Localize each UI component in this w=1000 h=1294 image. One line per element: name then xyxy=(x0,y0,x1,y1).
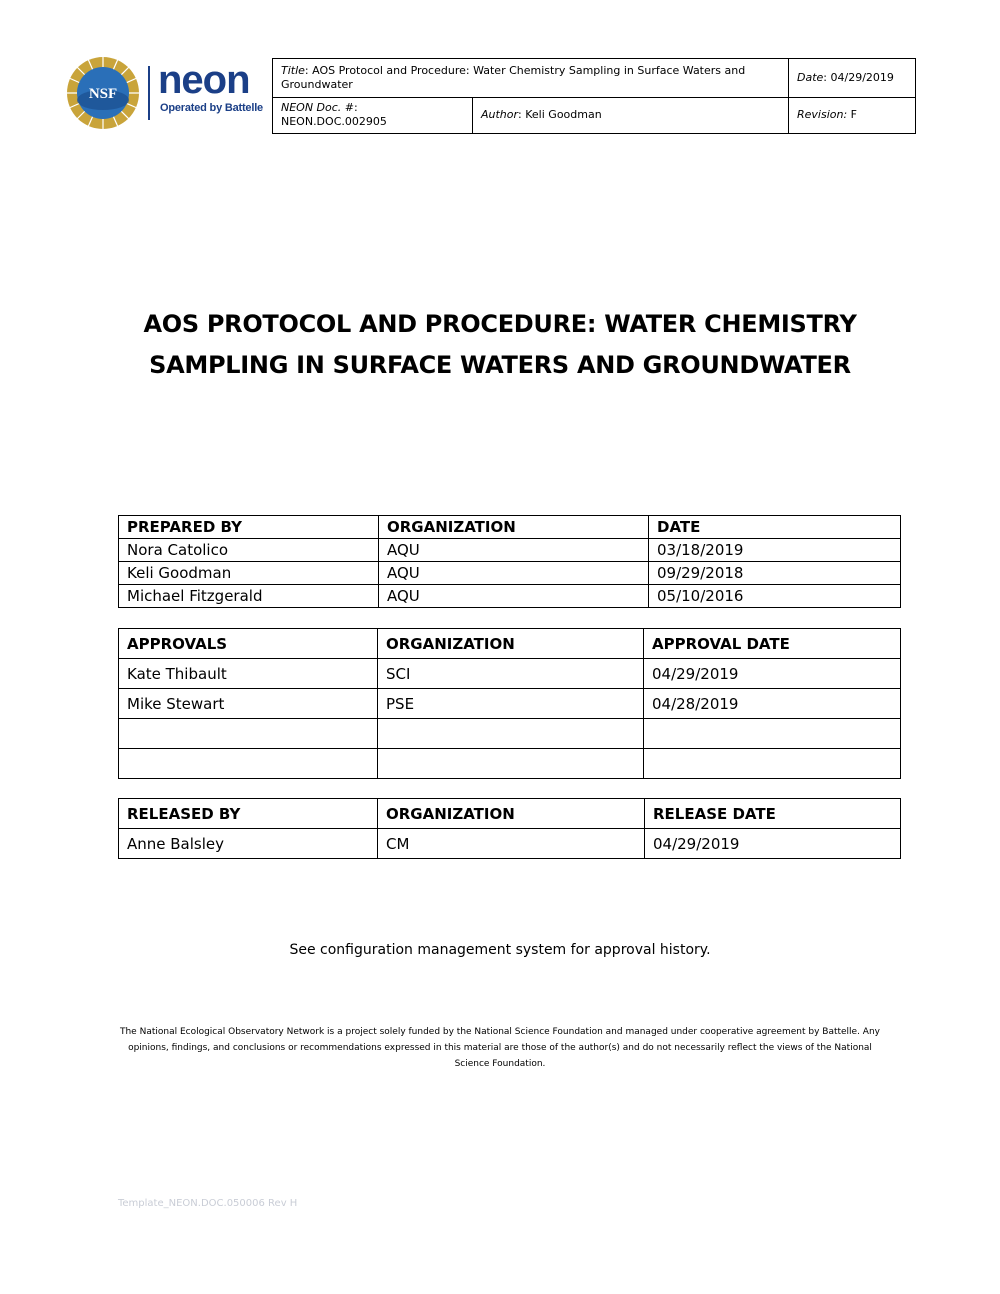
prepared-by-table xyxy=(118,515,901,608)
table-row xyxy=(119,659,901,689)
header-doc-value: : NEON.DOC.002905 xyxy=(281,101,387,129)
header-title-cell xyxy=(273,59,789,98)
column-header: APPROVALS xyxy=(119,629,378,659)
nsf-seal-text: NSF xyxy=(88,86,118,102)
table-cell: 04/28/2019 xyxy=(644,689,901,719)
table-cell: 05/10/2016 xyxy=(649,585,901,608)
column-header: ORGANIZATION xyxy=(378,799,645,829)
neon-wordmark xyxy=(158,60,270,100)
table-cell: Anne Balsley xyxy=(119,829,378,859)
table-row xyxy=(119,749,901,779)
table-cell: AQU xyxy=(379,585,649,608)
table-cell xyxy=(644,749,901,779)
table-cell: CM xyxy=(378,829,645,859)
funding-disclaimer: The National Ecological Observatory Network is a project solely funded by the National Science Foundation and managed under cooperative agreement by Battelle. Any opinions, findings, and conclusions or recommendations expressed in this material are those of the author(s) and do not necessarily reflect the views of the National Science Foundation. xyxy=(119,1027,880,1069)
header-doc-label: NEON Doc. # xyxy=(281,101,355,115)
header-date-cell xyxy=(789,59,916,98)
header-title-label: Title xyxy=(281,63,305,77)
header-date-label: Date xyxy=(797,70,824,84)
table-cell: AQU xyxy=(379,539,649,562)
template-footer: Template_NEON.DOC.050006 Rev H xyxy=(118,1198,298,1209)
logo-divider xyxy=(148,66,150,120)
table-header-row xyxy=(119,629,901,659)
table-cell xyxy=(644,719,901,749)
table-cell xyxy=(119,749,378,779)
header-author-label: Author xyxy=(481,108,519,122)
table-cell xyxy=(378,719,644,749)
column-header: PREPARED BY xyxy=(119,516,379,539)
table-cell: 09/29/2018 xyxy=(649,562,901,585)
nsf-seal-icon xyxy=(66,56,140,130)
table-cell: 04/29/2019 xyxy=(645,829,901,859)
neon-nsf-logo xyxy=(66,56,272,130)
logo-subtitle: Operated by Battelle xyxy=(160,102,263,114)
header-author-cell xyxy=(473,97,789,134)
table-row xyxy=(119,719,901,749)
column-header: APPROVAL DATE xyxy=(644,629,901,659)
header-revision-value: F xyxy=(847,108,857,122)
column-header: RELEASED BY xyxy=(119,799,378,829)
table-row xyxy=(119,585,901,608)
document-header-table xyxy=(272,58,916,134)
column-header: RELEASE DATE xyxy=(645,799,901,829)
approvals-table xyxy=(118,628,901,779)
table-cell: Mike Stewart xyxy=(119,689,378,719)
table-cell xyxy=(119,719,378,749)
header-doc-cell xyxy=(273,97,473,134)
table-cell: AQU xyxy=(379,562,649,585)
table-row xyxy=(119,539,901,562)
header-author-value: : Keli Goodman xyxy=(518,108,602,122)
header-revision-cell xyxy=(789,97,916,134)
table-cell: 03/18/2019 xyxy=(649,539,901,562)
column-header: ORGANIZATION xyxy=(378,629,644,659)
column-header: DATE xyxy=(649,516,901,539)
table-cell: SCI xyxy=(378,659,644,689)
table-header-row xyxy=(119,799,901,829)
table-row xyxy=(119,689,901,719)
table-row xyxy=(119,562,901,585)
table-cell: Kate Thibault xyxy=(119,659,378,689)
table-cell: 04/29/2019 xyxy=(644,659,901,689)
header-title-value: : AOS Protocol and Procedure: Water Chemistry Sampling in Surface Waters and Groundwater xyxy=(281,63,746,91)
table-cell: Keli Goodman xyxy=(119,562,379,585)
table-header-row xyxy=(119,516,901,539)
table-cell: Nora Catolico xyxy=(119,539,379,562)
released-by-table xyxy=(118,798,901,859)
table-cell: Michael Fitzgerald xyxy=(119,585,379,608)
document-title: AOS PROTOCOL AND PROCEDURE: WATER CHEMISTRY SAMPLING IN SURFACE WATERS AND GROUNDWATER xyxy=(143,310,857,379)
table-cell: PSE xyxy=(378,689,644,719)
header-date-value: : 04/29/2019 xyxy=(823,70,894,84)
config-management-note: See configuration management system for approval history. xyxy=(289,942,711,958)
neon-brand-text: neon xyxy=(158,60,250,100)
table-row xyxy=(119,829,901,859)
column-header: ORGANIZATION xyxy=(379,516,649,539)
table-cell xyxy=(378,749,644,779)
header-revision-label: Revision: xyxy=(797,108,848,122)
